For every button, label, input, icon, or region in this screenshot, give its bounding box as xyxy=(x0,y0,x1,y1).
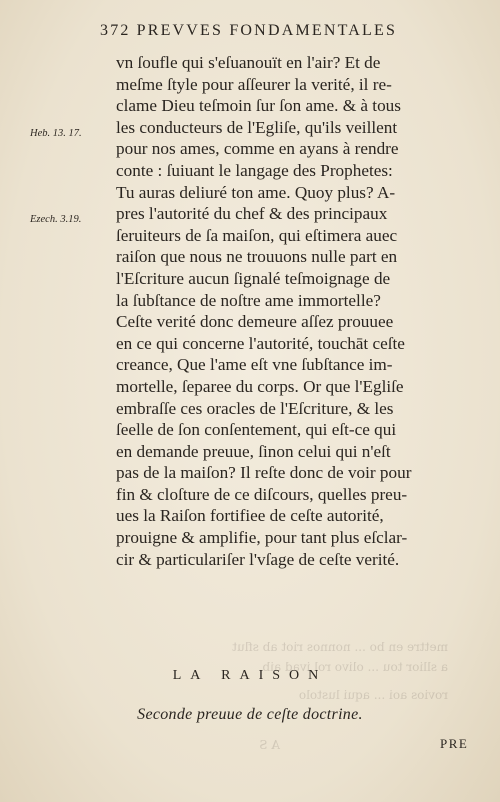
margin-note: Heb. 13. 17. xyxy=(30,128,82,139)
text-line: embraſſe ces oracles de l'Eſcriture, & les xyxy=(116,398,394,418)
show-through-text: A S xyxy=(259,738,280,752)
text-line: en ce qui concerne l'autorité, touchāt ceſte xyxy=(116,333,405,353)
text-line: clame Dieu teſmoin ſur ſon ame. & à tous xyxy=(116,96,401,116)
text-line: pres l'autorité du chef & des principaux xyxy=(116,204,388,224)
text-line: la ſubſtance de noſtre ame immortelle? xyxy=(116,290,381,310)
catchword: PRE xyxy=(440,736,469,751)
text-line: raiſon que nous ne trouuons nulle part en xyxy=(116,247,398,267)
show-through-text: a sllior tou ... olivo rol ivad aib xyxy=(262,660,448,674)
text-line: les conducteurs de l'Egliſe, qu'ils veillent xyxy=(116,117,398,137)
text-line: ſeruiteurs de ſa maiſon, qui eſtimera auec xyxy=(116,225,398,245)
text-line: pas de la maiſon? Il reſte donc de voir pour xyxy=(116,463,412,483)
text-line: ſeelle de ſon conſentement, qui eſt-ce qui xyxy=(116,420,397,440)
body-text xyxy=(116,52,466,570)
page-number: 372 xyxy=(100,22,131,39)
text-line: meſme ſtyle pour aſſeurer la verité, il re- xyxy=(116,74,392,94)
margin-note: Ezech. 3.19. xyxy=(30,214,82,225)
running-head: PREVVES FONDAMENTALES xyxy=(136,22,398,39)
text-line: conte : ſuiuant le langage des Prophetes: xyxy=(116,160,393,180)
text-line: pour nos ames, comme en ayans à rendre xyxy=(116,139,399,159)
text-line: prouigne & amplifie, pour tant plus eſclar- xyxy=(116,528,408,548)
text-line: vn ſoufle qui s'eſuanouït en l'air? Et de xyxy=(116,53,381,72)
text-line: Ceſte verité donc demeure aſſez prouuee xyxy=(116,312,394,332)
show-through-text: mettre en bo ... nonnos riot ab sflut xyxy=(232,640,448,654)
show-through-text: rovios aoi ... aqui lustolo xyxy=(298,688,448,702)
text-line: fin & cloſture de ce diſcours, quelles preu- xyxy=(116,484,408,504)
text-line: en demande preuue, ſinon celui qui n'eſt xyxy=(116,441,391,461)
text-line: creance, Que l'ame eſt vne ſubſtance im- xyxy=(116,355,393,375)
text-line: Tu auras deliuré ton ame. Quoy plus? A- xyxy=(116,182,396,202)
text-line: mortelle, ſeparee du corps. Or que l'Egliſe xyxy=(116,376,404,396)
text-line: ues la Raiſon fortifiee de ceſte autorité, xyxy=(116,506,384,526)
section-heading: LA RAISON xyxy=(172,668,328,683)
running-header xyxy=(100,22,460,40)
text-line: l'Eſcriture aucun ſignalé teſmoignage de xyxy=(116,268,391,288)
section-subtitle: Seconde preuue de ceſte doctrine. xyxy=(137,706,363,723)
text-line: cir & particulariſer l'vſage de ceſte verité. xyxy=(116,549,400,569)
